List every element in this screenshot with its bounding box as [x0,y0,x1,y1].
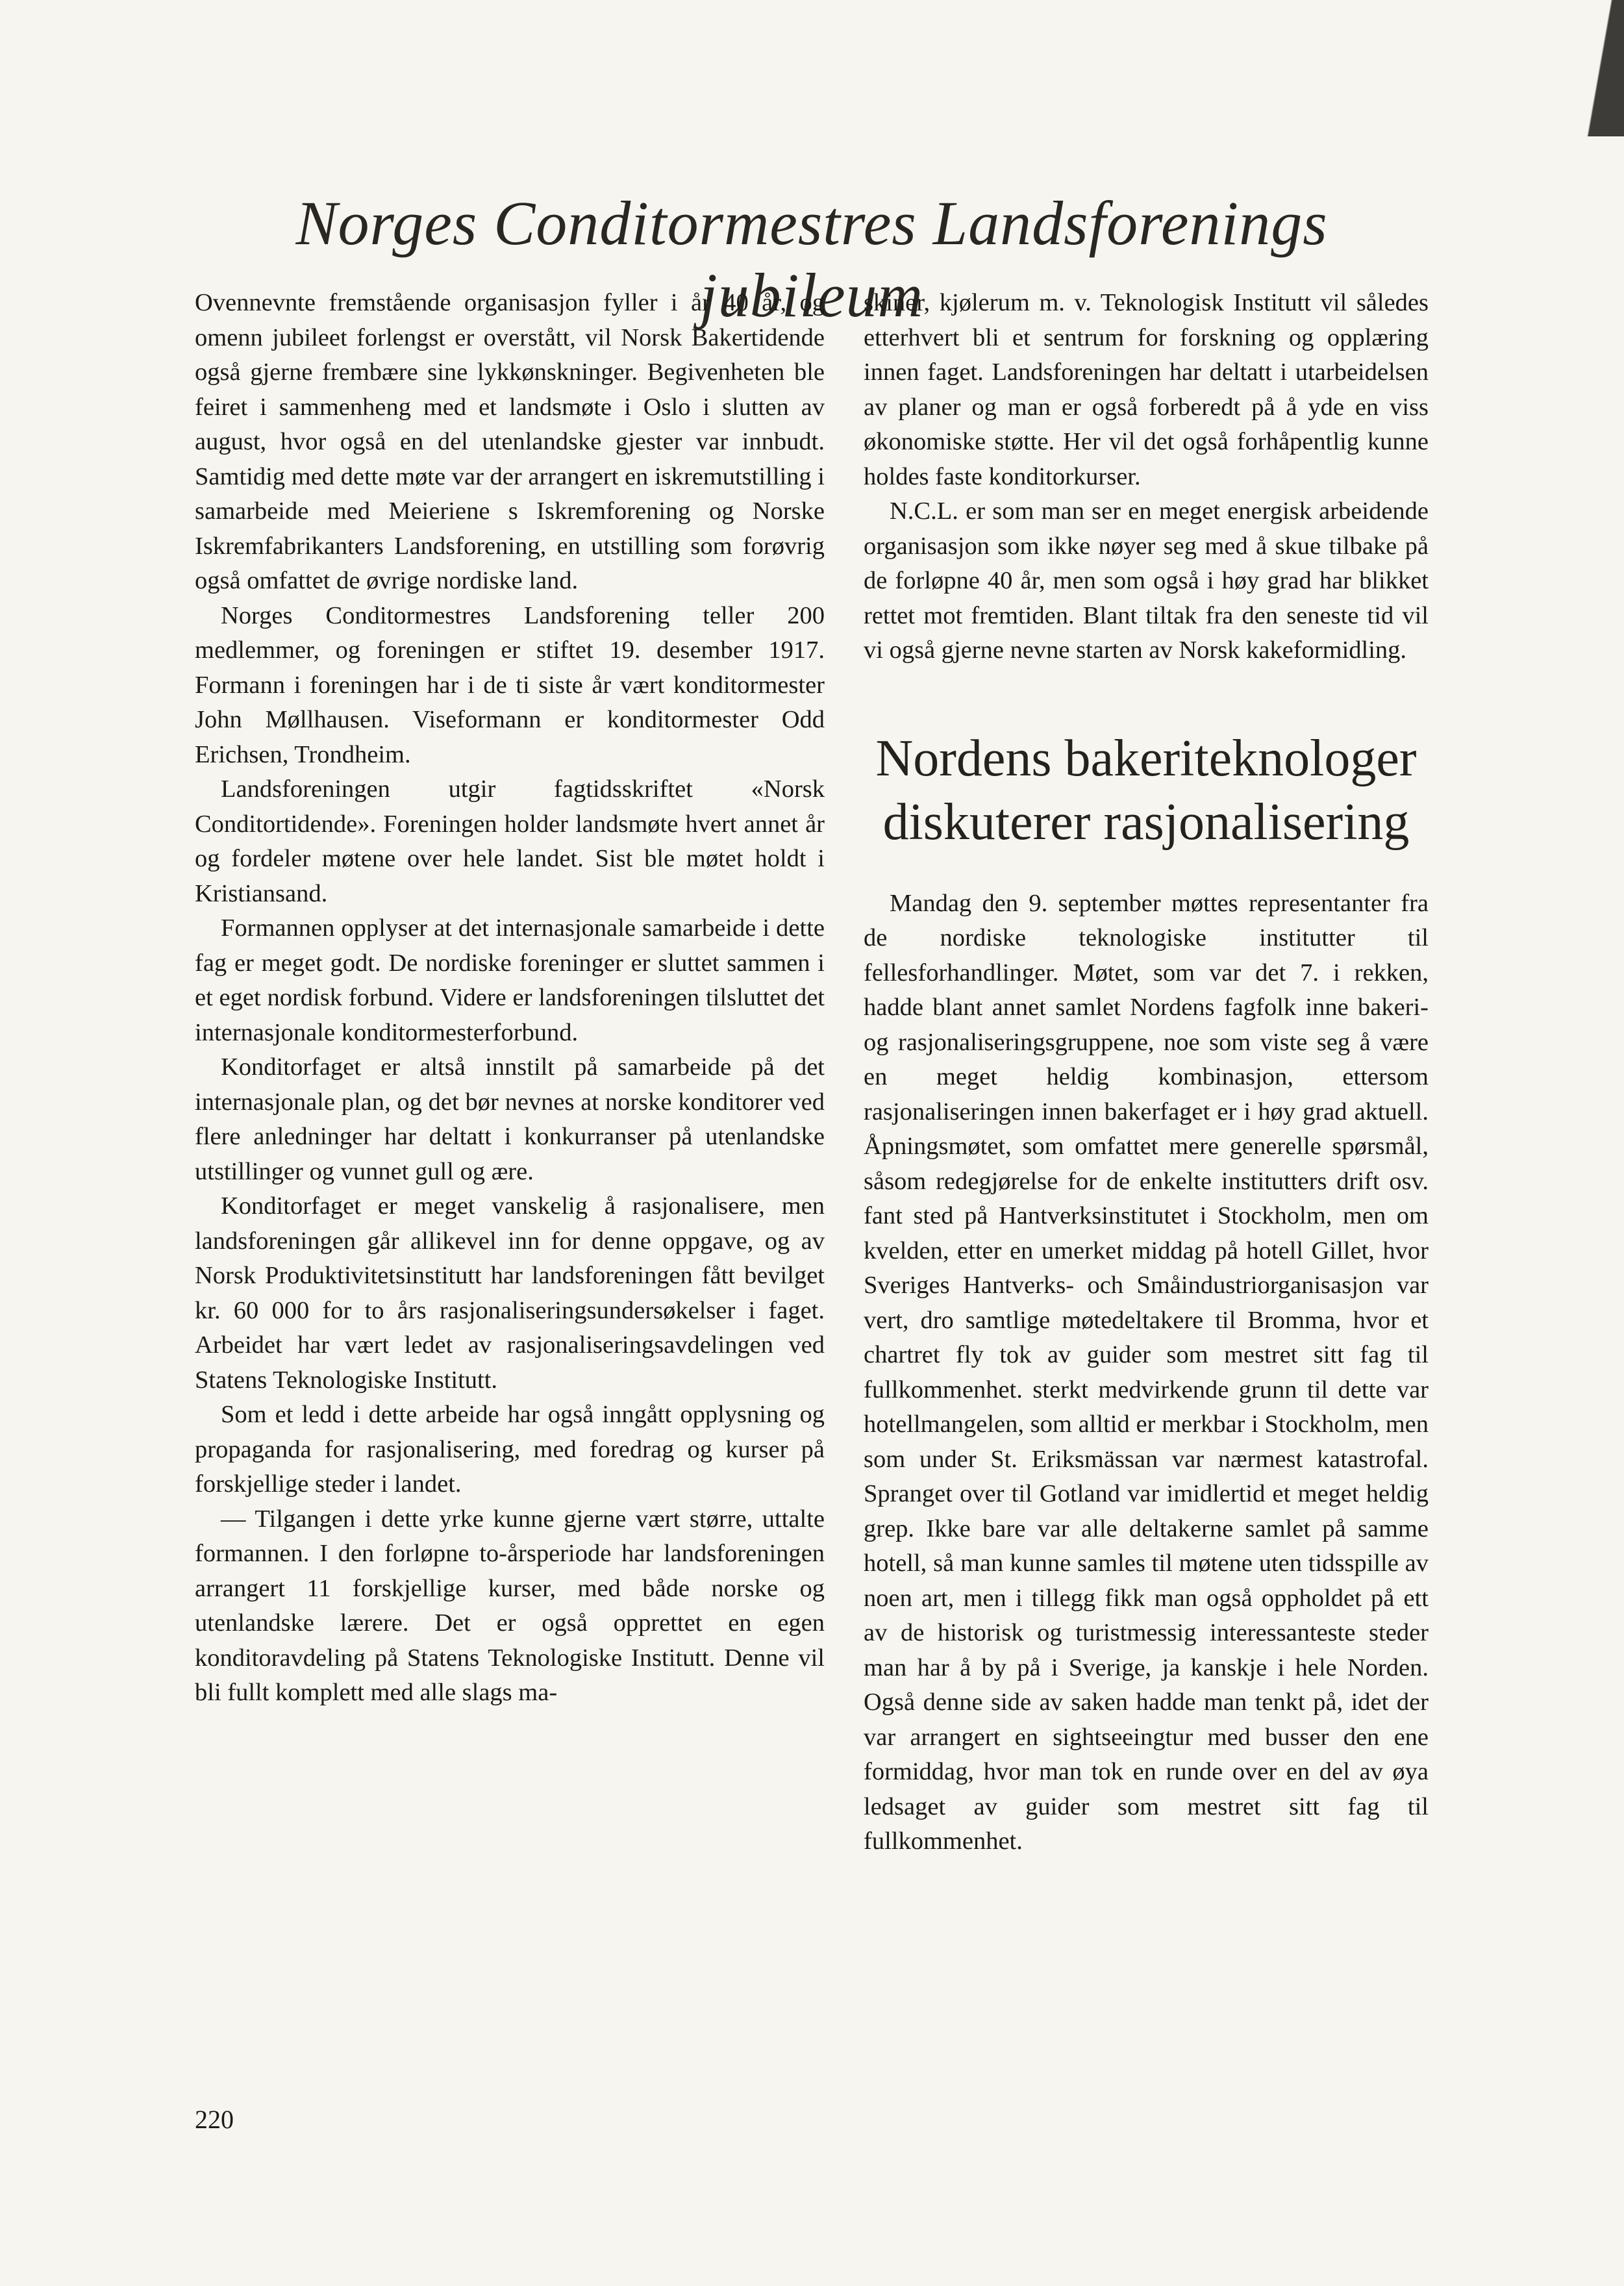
scan-corner-mark [1566,0,1624,136]
paragraph: Formannen opplyser at det internasjonale samarbeide i dette fag er meget godt. De nordiske foreninger er sluttet sammen i et eget nordisk forbund. Videre er landsforeningen tilsluttet det internasjonale konditormesterforbund. [195,914,825,1046]
paragraph: N.C.L. er som man ser en meget energisk arbeidende organisasjon som ikke nøyer seg med å skue tilbake på de forløpne 40 år, men som også i høy grad har blikket rettet mot fremtiden. Blant tiltak fra den seneste tid vil vi også gjerne nevne starten av Norsk kakeformidling. [864,497,1429,664]
paragraph: Konditorfaget er meget vanskelig å rasjonalisere, men landsforeningen går allikevel inn for denne oppgave, og av Norsk Produktivitetsinstitutt har landsforeningen fått bevilget kr. 60 000 for to års rasjonaliseringsundersøkelser i faget. Arbeidet har vært ledet av rasjonaliseringsavdelingen ved Statens Teknologiske Institutt. [195,1192,825,1394]
paragraph: Konditorfaget er altså innstilt på samarbeide på det internasjonale plan, og det bør nevnes at norske konditorer ved flere anledninger har deltatt i konkurranser på utenlandske utstillinger og vunnet gull og ære. [195,1053,825,1185]
paragraph: skiner, kjølerum m. v. Teknologisk Institutt vil således etterhvert bli et sentrum for forskning og opplæring innen faget. Landsforeningen har deltatt i utarbeidelsen av planer og man er også forberedt på å yde en viss økonomiske støtte. Her vil det også forhåpentlig kunne holdes faste konditorkurser. [864,289,1429,490]
right-column [864,286,1429,1859]
page-number: 220 [195,2105,234,2134]
paragraph: Mandag den 9. september møttes representanter fra de nordiske teknologiske institutter til fellesforhandlinger. Møtet, som var det 7. i rekken, hadde blant annet samlet Nordens fagfolk inne bakeri- og rasjonaliseringsgruppene, noe som viste seg å være en meget heldig kombinasjon, ettersom rasjonaliseringen innen bakerfaget er i høy grad aktuell. Åpningsmøtet, som omfattet mere generelle spørsmål, såsom redegjørelse for de enkelte institutters drift osv. fant sted på Hantverksinstitutet i Stockholm, men om kvelden, etter en umerket middag på hotell Gillet, hvor Sveriges Hantverks- och Småindustriorganisasjon var vert, dro samtlige møtedeltakere til Bromma, hvor et chartret fly tok av guider som mestret sitt fag til fullkommenhet. sterkt medvirkende grunn til dette var hotellmangelen, som alltid er merkbar i Stockholm, men som under St. Eriksmässan var nærmest katastrofal. Spranget over til Gotland var imidlertid et meget heldig grep. Ikke bare var alle deltakerne samlet på samme hotell, så man kunne samles til møtene uten tidsspille av noen art, men i tillegg fikk man også oppholdet på ett av de historisk og turistmessig interessanteste steder man har å by på i Sverige, ja kanskje i hele Norden. Også denne side av saken hadde man tenkt på, idet der var arrangert en sightseeingtur med busser den ene formiddag, hvor man tok en runde over en del av øya ledsaget av guider som mestret sitt fag til fullkommenhet. [864,889,1429,1855]
paragraph: Norges Conditormestres Landsforening teller 200 medlemmer, og foreningen er stiftet 19. desember 1917. Formann i foreningen har i de ti siste år vært konditormester John Møllhausen. Viseformann er konditormester Odd Erichsen, Trondheim. [195,601,825,768]
second-article-title: Nordens bakeriteknologer diskuterer rasjonalisering [875,729,1417,851]
paragraph: Som et ledd i dette arbeide har også inngått opplysning og propaganda for rasjonalisering, med foredrag og kurser på forskjellige steder i landet. [195,1401,825,1498]
paragraph: — Tilgangen i dette yrke kunne gjerne vært større, uttalte formannen. I den forløpne to-årsperiode har landsforeningen arrangert 11 forskjellige kurser, med både norske og utenlandske lærere. Det er også opprettet en egen konditoravdeling på Statens Teknologiske Institutt. Denne vil bli fullt komplett med alle slags ma- [195,1505,825,1706]
article-title: Norges Conditormestres Landsforenings jubileum [295,188,1328,330]
left-column [195,286,825,1711]
paragraph: Ovennevnte fremstående organisasjon fyller i år 40 år, og omenn jubileet forlengst er overstått, vil Norsk Bakertidende også gjerne frembære sine lykkønskninger. Begivenheten ble feiret i sammenheng med et landsmøte i Oslo i slutten av august, hvor også en del utenlandske gjester var innbudt. Samtidig med dette møte var der arrangert en iskremutstilling i samarbeide med Meieriene s Iskremforening og Norske Iskremfabrikanters Landsforening, en utstilling som forøvrig også omfattet de øvrige nordiske land. [195,289,825,594]
paragraph: Landsforeningen utgir fagtidsskriftet «Norsk Conditortidende». Foreningen holder landsmøte hvert annet år og fordeler møtene over hele landet. Sist ble møtet holdt i Kristiansand. [195,775,825,907]
